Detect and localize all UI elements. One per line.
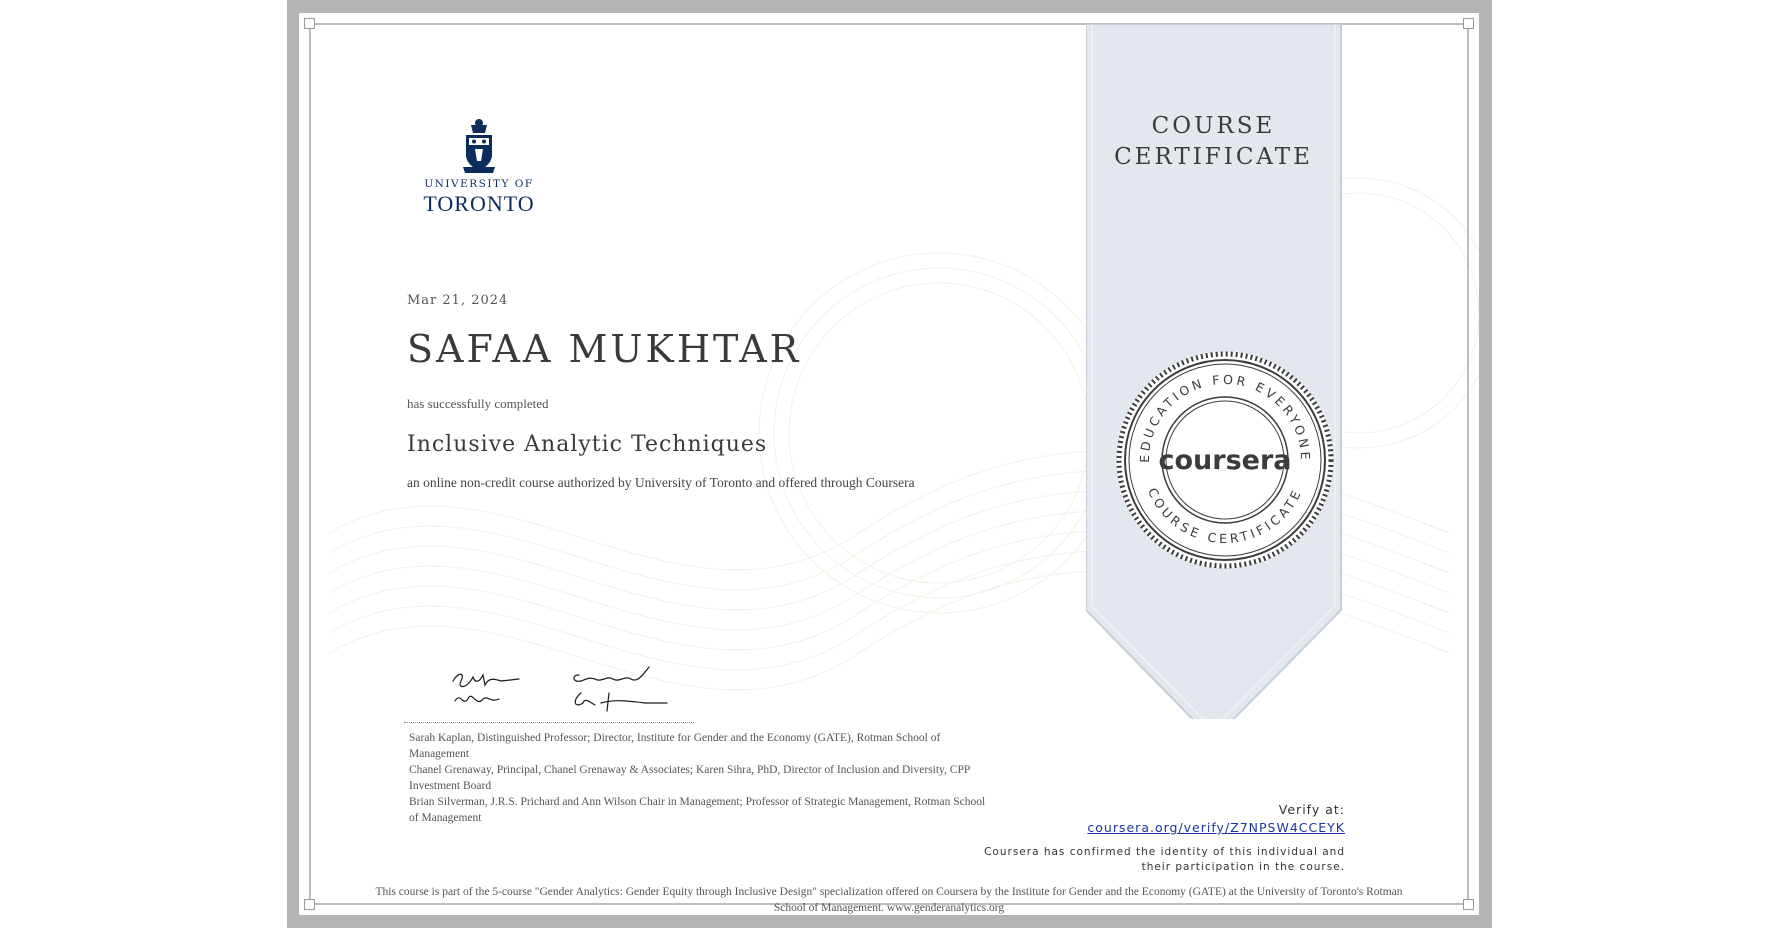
ribbon-title-line2: CERTIFICATE (1114, 144, 1313, 170)
signer-text: Chanel Grenaway, Principal, Chanel Grenaway & Associates; Karen Sihra, PhD, Director of Inclusion and Diversity, CPP (409, 764, 971, 776)
signer-text: of Management (409, 812, 482, 824)
corner-ornament (304, 899, 315, 910)
university-name-line1: UNIVERSITY OF (424, 178, 534, 190)
seal-ring-bottom-text: COURSE CERTIFICATE (1144, 485, 1306, 546)
corner-ornament (1463, 899, 1474, 910)
verification-block (939, 802, 1345, 875)
verify-link[interactable]: coursera.org/verify/Z7NPSW4CCEYK (1087, 820, 1345, 835)
corner-ornament (304, 18, 315, 29)
university-name-line2: TORONTO (423, 191, 535, 216)
footer-line: School of Management. www.genderanalytics.org (773, 902, 1005, 914)
footer-line: This course is part of the 5-course "Gender Analytics: Gender Equity through Inclusive Design" specialization offered on Coursera by the Institute for Gender and the Economy (GATE) at the University of Toronto's Rotman (375, 886, 1403, 898)
seal-ring-top-text: EDUCATION FOR EVERYONE (1136, 371, 1314, 463)
signer-text: Sarah Kaplan, Distinguished Professor; Director, Institute for Gender and the Economy (GATE), Rotman School of (409, 732, 941, 744)
corner-ornament (1463, 18, 1474, 29)
verify-note (939, 845, 1345, 875)
course-title: Inclusive Analytic Techniques (407, 432, 768, 457)
instructor-signatures (449, 663, 689, 723)
specialization-footer (339, 884, 1439, 916)
signer-text: Investment Board (409, 780, 492, 792)
recipient-name: SAFAA MUKHTAR (407, 327, 802, 371)
ribbon-title-line1: COURSE (1151, 113, 1276, 139)
certificate-sheet (287, 0, 1492, 928)
completion-date: Mar 21, 2024 (407, 293, 509, 308)
completed-text: has successfully completed (407, 396, 549, 411)
seal-brand: coursera (1158, 445, 1292, 476)
signer-entry (409, 730, 1049, 762)
coursera-seal (1112, 347, 1338, 573)
verify-label: Verify at: (1278, 802, 1345, 817)
signer-entry (409, 762, 1049, 794)
signature-divider (404, 722, 694, 723)
verify-note-line: their participation in the course. (1141, 861, 1345, 873)
signer-text: Brian Silverman, J.R.S. Prichard and Ann Wilson Chair in Management; Professor of Strategic Management, Rotman School (409, 796, 986, 808)
verify-note-line: Coursera has confirmed the identity of this individual and (984, 846, 1345, 858)
certificate-paper (299, 13, 1479, 915)
ribbon-title (1086, 111, 1341, 173)
signer-text: Management (409, 748, 470, 760)
course-description: an online non-credit course authorized by University of Toronto and offered through Coursera (407, 475, 915, 490)
